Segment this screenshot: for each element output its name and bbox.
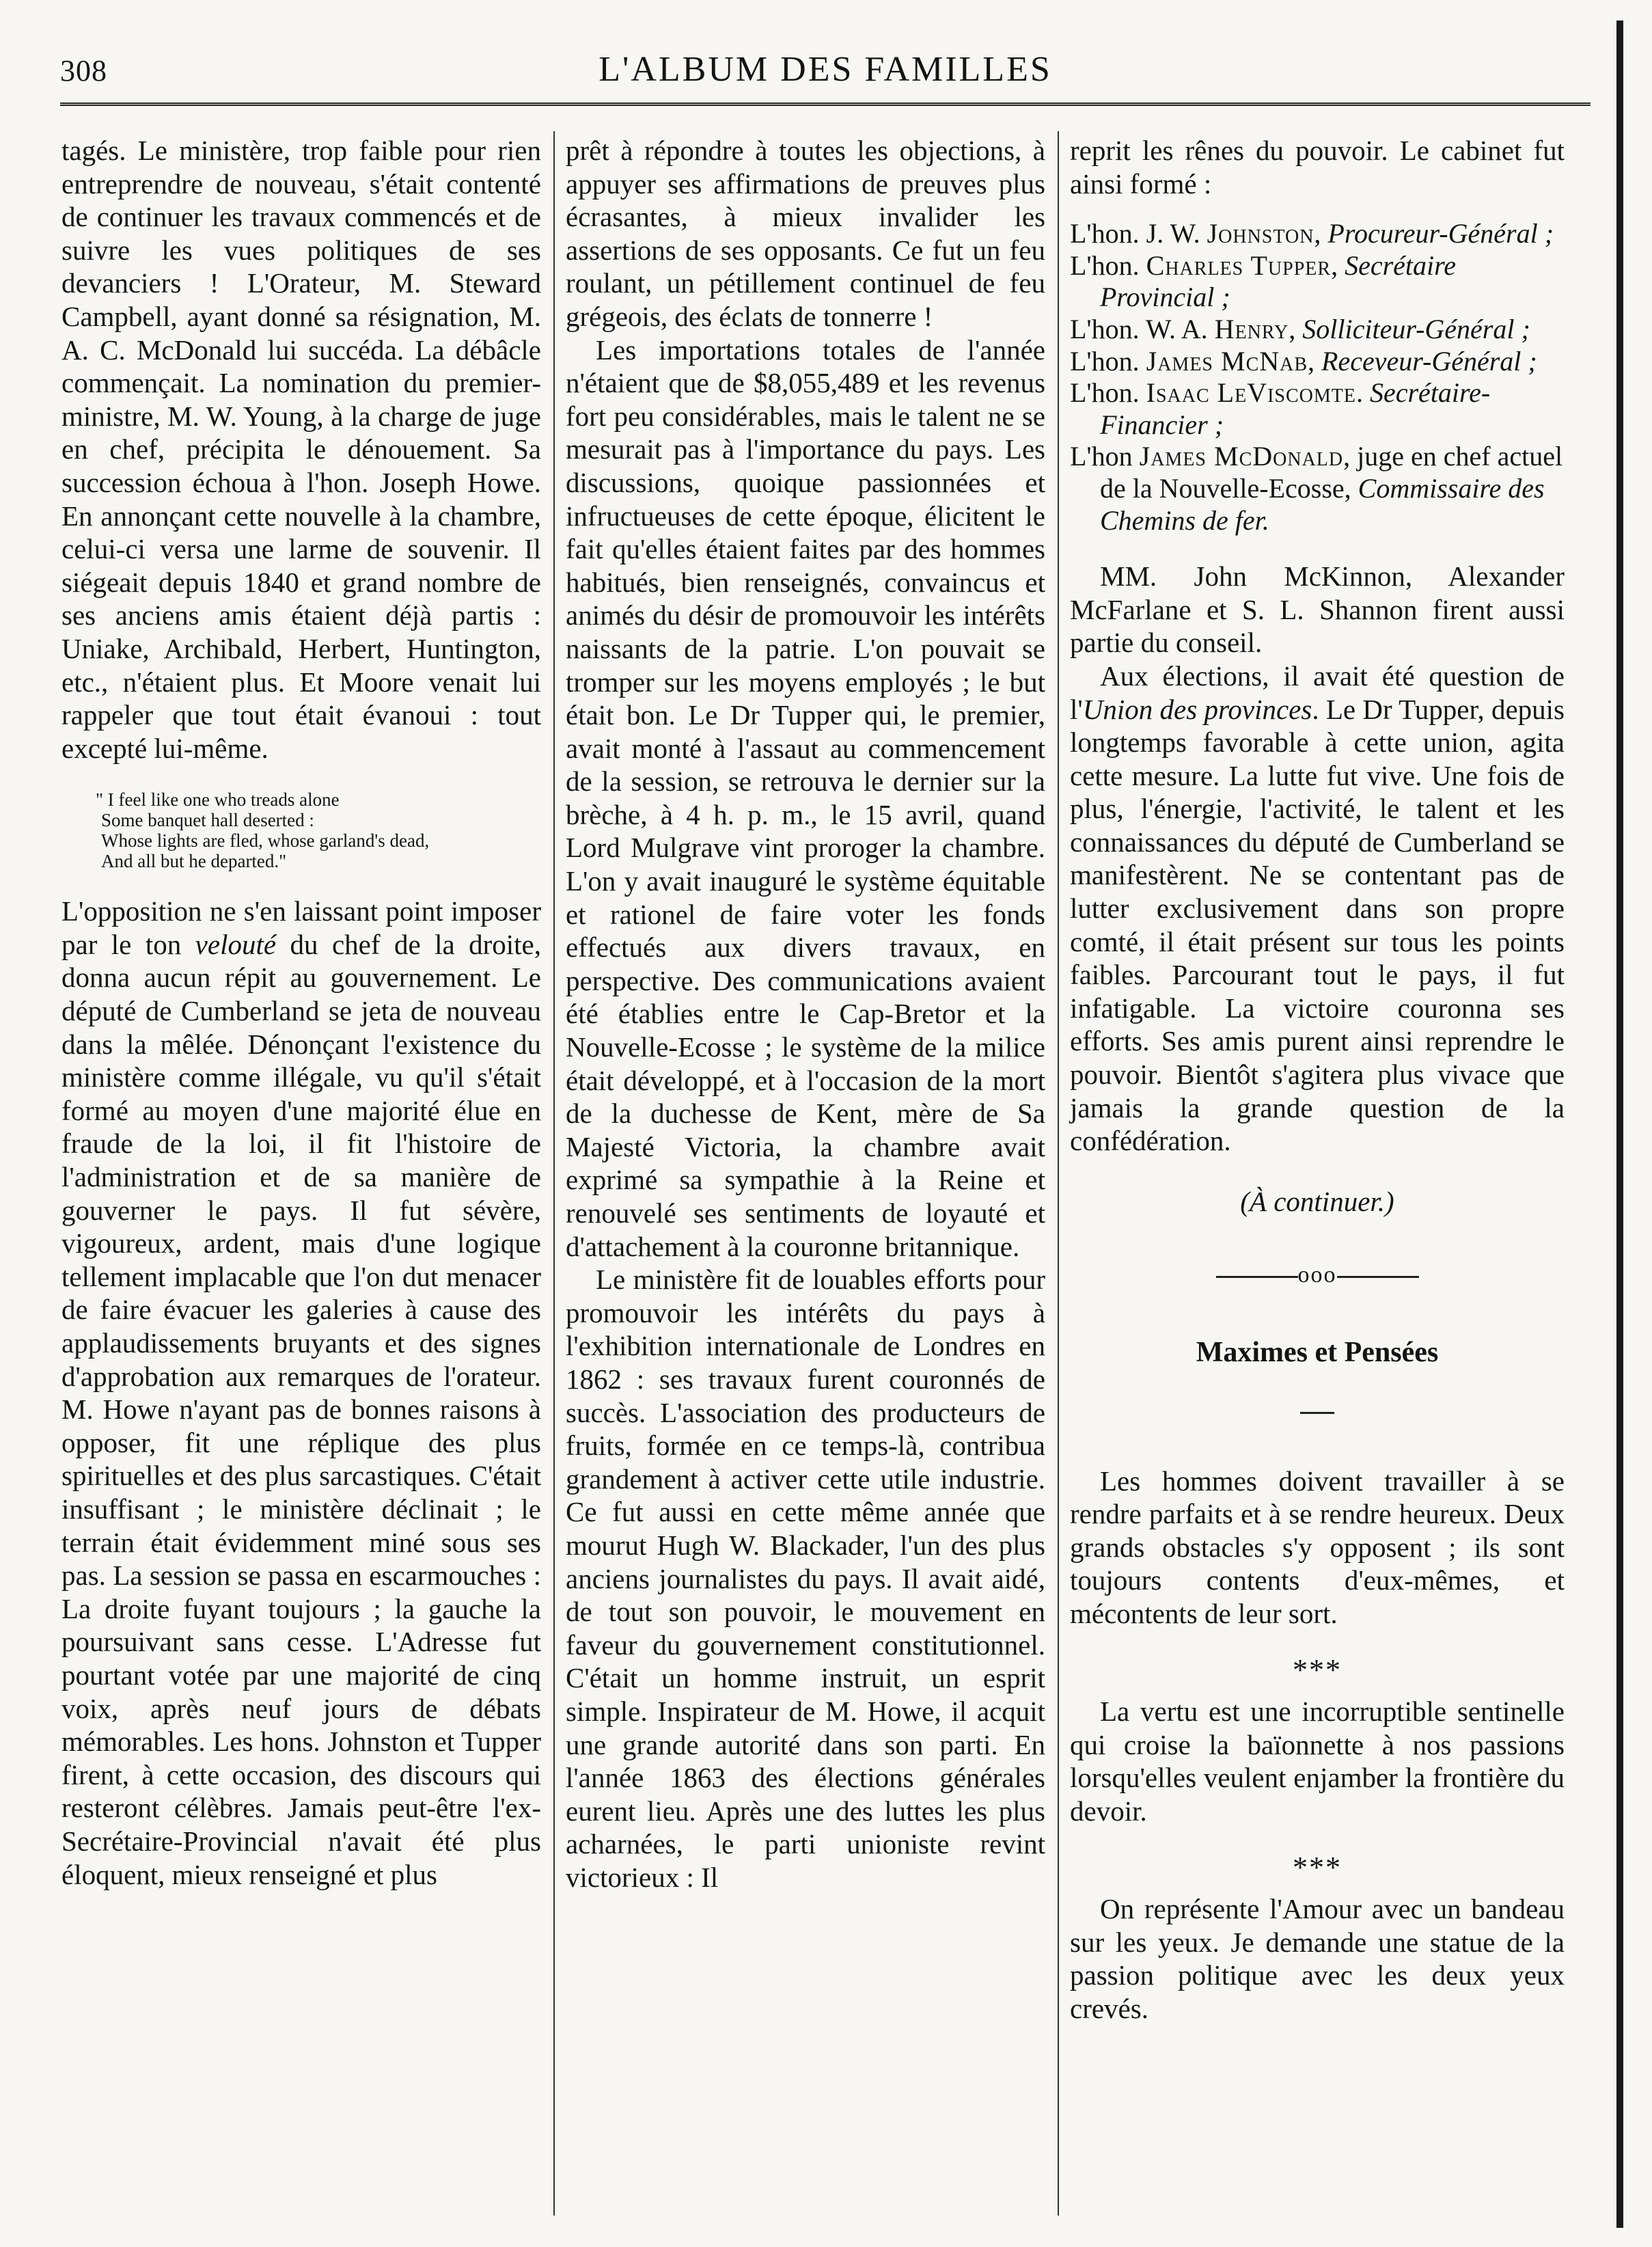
verse-line: Some banquet hall deserted : (101, 810, 314, 831)
verse-line: " I feel like one who treads alone (96, 789, 340, 811)
column-rule (553, 131, 555, 2216)
entry-prefix: L'hon. (1070, 345, 1146, 377)
paragraph: reprit les rênes du pouvoir. Le cabinet fut ainsi formé : (1070, 135, 1565, 200)
asterism: *** (1293, 1652, 1342, 1687)
verse-line: Whose lights are fled, whose garland's dead, (101, 830, 430, 852)
paragraph: Le ministère fit de louables efforts pour promouvoir les intérêts du pays à l'exhibition internationale de Londres en 1862 : ses travaux furent couronnés de succès. L'association des producteurs de fruits, formée en ce temps-là, contribua grandement à activer cette utile industrie. Ce fut aussi en cette même année que mourut Hugh W. Blackader, l'un des plus anciens journalistes du pays. Il avait aidé, de tout son pouvoir, le mouvement en faveur du gouvernement constitutionnel. C'était un homme instruit, un esprit simple. Inspirateur de M. Howe, il acquit une grande autorité dans son parti. En l'année 1863 des élections générales eurent lieu. Après une des luttes les plus acharnées, le parti unioniste revint victorieux : Il (566, 1264, 1045, 1893)
header-rule (60, 103, 1591, 106)
cabinet-entry: L'hon. James McNab, Receveur-Général ; (1070, 345, 1537, 377)
paragraph: prêt à répondre à toutes les objections, à appuyer ses affirmations de preuves plus écrasantes, à mieux invalider les assertions de ses opposants. Ce fut un feu roulant, un pétillement continuel de feu grégeois, des éclats de tonnerre ! (566, 135, 1045, 332)
cabinet-entry: L'hon. Charles Tupper, Secrétaire Provincial ; (1070, 249, 1456, 313)
entry-prefix: L'hon. W. A. (1070, 313, 1215, 344)
cabinet-entry: L'hon. J. W. Johnston, Procureur-Général ; (1070, 218, 1554, 249)
cabinet-entry (1070, 441, 1565, 536)
minister-name: Isaac LeViscomte (1146, 377, 1356, 409)
minister-role: Procureur-Général ; (1327, 218, 1554, 249)
minister-role: Secrétaire Provincial ; (1100, 249, 1456, 313)
italic-text: velouté (195, 928, 277, 960)
minister-name: Henry (1214, 313, 1289, 344)
text-run: du chef de la droite, donna aucun répit au gouvernement. Le député de Cumberland se jeta de nouveau dans la mêlée. Dénonçant l'existence du ministère comme illégale, vu qu'il s'était formé au moyen d'une majorité élue en fraude de la loi, il fit l'histoire de l'administration et de sa manière de gouverner le pays. Il fut sévère, vigoureux, ardent, mais d'une logique tellement implacable que l'on dut menacer de faire évacuer les galeries à cause des applaudissements bruyants et des signes d'approbation aux remarques de l'orateur. M. Howe n'ayant pas de bonnes raisons à opposer, fit une réplique des plus spirituelles et des plus sarcastiques. C'était insuffisant ; le ministère déclinait ; le terrain était évidemment miné sous ses pas. La session se passa en escarmouches : La droite fuyant toujours ; la gauche la poursuivant sans cesse. L'Adresse fut pourtant votée par une majorité de cinq voix, après neuf jours de débats mémorables. Les hons. Johnston et Tupper firent, à cette occasion, des discours qui resteront célèbres. Jamais peut-être l'ex-Secrétaire-Provincial n'avait été plus éloquent, mieux renseigné et plus (61, 928, 541, 1890)
maxim: La vertu est une incorruptible sentinelle qui croise la baïonnette à nos passions lorsqu'elles veulent enjamber la frontière du devoir. (1070, 1696, 1565, 1827)
minister-name: James McDonald (1139, 441, 1344, 472)
cabinet-list (1070, 218, 1565, 536)
page-number: 308 (60, 54, 107, 87)
text-run: . Le Dr Tupper, depuis longtemps favorable à cette union, agita cette mesure. La lutte fut vive. Une fois de plus, l'énergie, l'activité, le talent et les connaissances du député de Cumberland se manifestèrent. Ne se contentant pas de lutter exclusivement dans son propre comté, il était présent sur tous les points faibles. Parcourant tout le pays, il fut infatigable. La victoire couronna ses efforts. Ses amis purent ainsi reprendre le pouvoir. Bientôt s'agitera plus vivace que jamais la grande question de la confédération. (1070, 693, 1565, 1157)
maxim: Les hommes doivent travailler à se rendre parfaits et à se rendre heureux. Deux grands obstacles s'y opposent ; ils sont toujours contents d'eux-mêmes, et mécontents de leur sort. (1070, 1465, 1565, 1629)
entry-prefix: L'hon (1070, 441, 1140, 472)
separator-dash (1216, 1276, 1298, 1278)
verse-line: And all but he departed." (101, 851, 287, 872)
column-left (61, 134, 541, 2211)
paragraph: tagés. Le ministère, trop faible pour rien entreprendre de nouveau, s'était contenté de continuer les travaux commencés et de suivre les vues politiques de ses devanciers ! L'Orateur, M. Steward Campbell, ayant donné sa résignation, M. A. C. McDonald lui succéda. La débâcle commençait. La nomination du premier-ministre, M. W. Young, à la charge de juge en chef, précipita le dénouement. Sa succession échoua à l'hon. Joseph Howe. En annonçant cette nouvelle à la chambre, celui-ci versa une larme de souvenir. Il siégeait depuis 1840 et grand nombre de ses anciens amis étaient déjà partis : Uniake, Archibald, Herbert, Huntington, etc., n'étaient plus. Et Moore venait lui rappeler que tout était évanoui : tout excepté lui-même. (61, 135, 541, 764)
paragraph: Les importations totales de l'année n'étaient que de $8,055,489 et les revenus fort peu considérables, mais le talent ne se mesurait pas à l'importance du pays. Les discussions, quoique passionnées et infructueuses de cette époque, élicitent le fait qu'elles étaient faites par des hommes habitués, bien renseignés, convaincus et animés du désir de promouvoir les intérêts naissants de la patrie. L'on pouvait se tromper sur les moyens employés ; le but était bon. Le Dr Tupper qui, le premier, avait monté à l'assaut au commencement de la session, se retrouva le dernier sur la brèche, à 4 h. p. m., le 15 avril, quand Lord Mulgrave vint proroger la chambre. L'on y avait inauguré le système équitable et rationel de faire voter les fonds effectués aux divers travaux, en perspective. Des communications avaient été établies entre le Cap-Bretor et la Nouvelle-Ecosse ; le système de la milice était développé, et à l'occasion de la mort de la duchesse de Kent, mère de Sa Majesté Victoria, la chambre avait exprimé sa sympathie à la Reine et renouvelé ses sentiments de loyauté et d'attachement à la couronne britannique. (566, 333, 1045, 1262)
minister-role: Receveur-Général ; (1321, 345, 1537, 377)
minister-role: Secrétaire-Financier ; (1100, 377, 1491, 440)
ornament-separator (1070, 1259, 1565, 1292)
minister-role: Commissaire des Chemins de fer. (1100, 472, 1545, 536)
page-header (60, 49, 1591, 97)
section-heading: Maximes et Pensées (1196, 1337, 1439, 1368)
text-run: Aux élections, il avait été question de l' (1070, 659, 1565, 725)
separator-dash (1337, 1276, 1419, 1278)
verse-quote (96, 789, 541, 871)
cabinet-entry: L'hon. Isaac LeViscomte. Secrétaire-Financier ; (1070, 377, 1491, 440)
paragraph: MM. John McKinnon, Alexander McFarlane et S. L. Shannon firent aussi partie du conseil. (1070, 560, 1565, 659)
minister-role: Solliciteur-Général ; (1302, 313, 1530, 344)
minister-name: Johnston (1207, 218, 1314, 249)
entry-prefix: L'hon. J. W. (1070, 218, 1207, 249)
paragraph (61, 895, 541, 1891)
page-edge-bar (1616, 21, 1623, 2228)
minister-name: Charles Tupper (1146, 249, 1332, 281)
cabinet-entry: L'hon. W. A. Henry, Solliciteur-Général ; (1070, 313, 1530, 344)
separator-text: ooo (1297, 1262, 1337, 1288)
entry-prefix: L'hon. (1070, 249, 1146, 281)
entry-prefix: L'hon. (1070, 377, 1146, 409)
entry-middle: , juge en chef actuel de la Nouvelle-Ecosse, (1100, 441, 1563, 504)
maxim: On représente l'Amour avec un bandeau sur les yeux. Je demande une statue de la passion politique avec les deux yeux crevés. (1070, 1893, 1565, 2024)
short-rule (1300, 1412, 1334, 1414)
running-title: L'ALBUM DES FAMILLES (598, 50, 1052, 89)
column-middle (566, 134, 1045, 2211)
column-rule (1058, 131, 1059, 2216)
asterism: *** (1293, 1850, 1342, 1884)
continuation-note: (À continuer.) (1240, 1185, 1394, 1217)
minister-name: James McNab (1146, 345, 1308, 377)
column-right (1070, 134, 1565, 2211)
text-run: L'opposition ne s'en laissant point imposer par le ton (61, 895, 541, 960)
italic-text: Union des provinces (1082, 693, 1312, 725)
paragraph (1070, 659, 1565, 1158)
